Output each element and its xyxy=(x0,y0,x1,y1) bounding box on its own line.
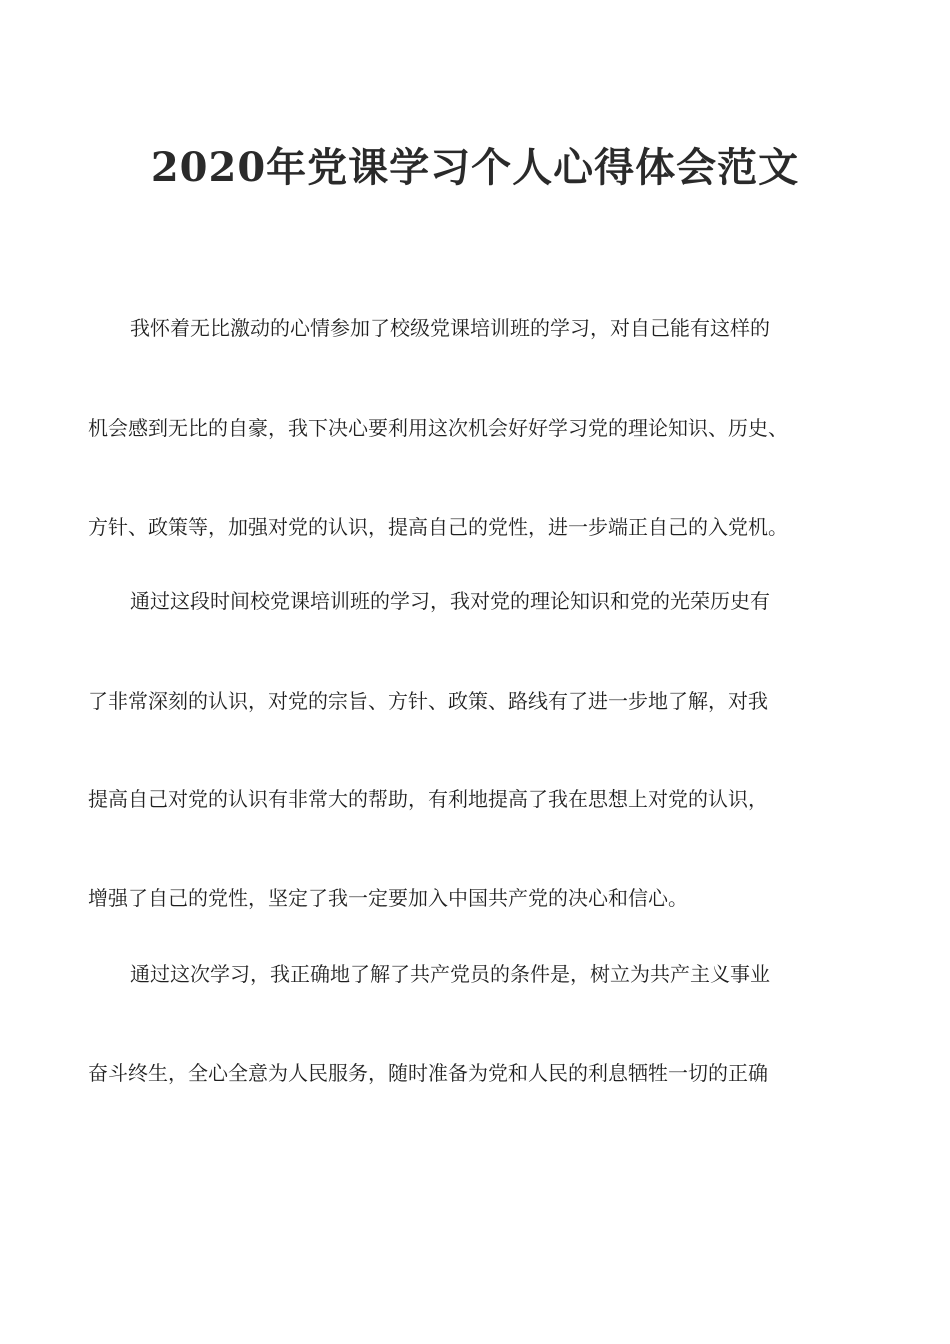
paragraph-1-line-3: 方针、政策等，加强对党的认识，提高自己的党性，进一步端正自己的入党机。 xyxy=(88,515,788,539)
paragraph-3-line-2: 奋斗终生，全心全意为人民服务，随时准备为党和人民的利息牺牲一切的正确 xyxy=(88,1061,768,1085)
document-title: 2020年党课学习个人心得体会范文 xyxy=(150,144,800,191)
paragraph-2-line-2: 了非常深刻的认识，对党的宗旨、方针、政策、路线有了进一步地了解，对我 xyxy=(88,689,768,713)
paragraph-1-line-2: 机会感到无比的自豪，我下决心要利用这次机会好好学习党的理论知识、历史、 xyxy=(88,416,788,440)
paragraph-2-line-1: 通过这段时间校党课培训班的学习，我对党的理论知识和党的光荣历史有 xyxy=(130,589,770,613)
paragraph-2-line-4: 增强了自己的党性，坚定了我一定要加入中国共产党的决心和信心。 xyxy=(88,886,688,910)
paragraph-2-line-3: 提高自己对党的认识有非常大的帮助，有利地提高了我在思想上对党的认识， xyxy=(88,787,768,811)
paragraph-1-line-1: 我怀着无比激动的心情参加了校级党课培训班的学习，对自己能有这样的 xyxy=(130,316,770,340)
paragraph-3-line-1: 通过这次学习，我正确地了解了共产党员的条件是，树立为共产主义事业 xyxy=(130,962,770,986)
